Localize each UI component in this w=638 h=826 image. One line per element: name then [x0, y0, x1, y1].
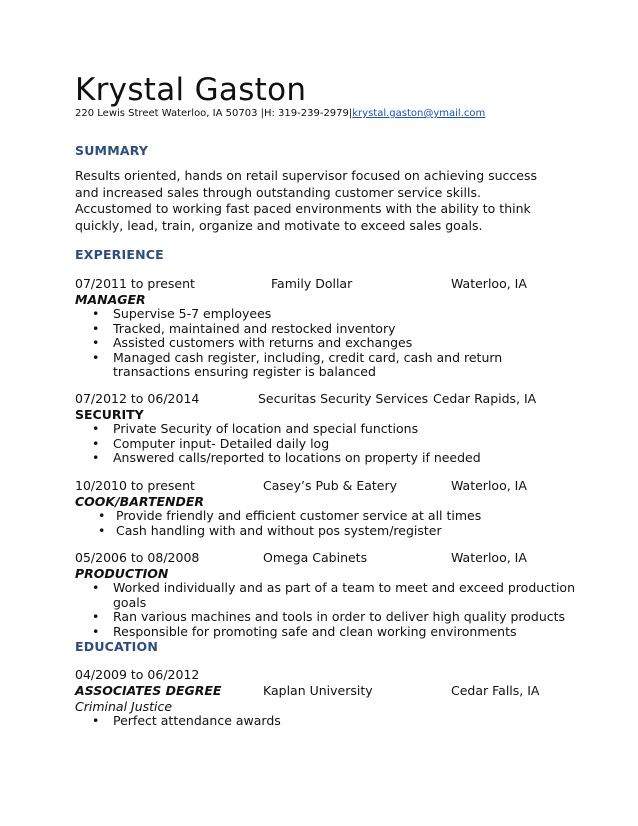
email-link[interactable]: krystal.gaston@ymail.com [352, 108, 486, 119]
job-bullet: • Cash handling with and without pos system/register [75, 524, 575, 539]
job-dates: 07/2011 to present [75, 276, 195, 291]
job-dates: 05/2006 to 08/2008 [75, 550, 200, 565]
job-company: Omega Cabinets [263, 550, 368, 565]
education-bullets [75, 714, 575, 729]
job-location: Waterloo, IA [451, 276, 527, 291]
education-entry [75, 667, 575, 729]
job-bullet: • Ran various machines and tools in order to deliver high quality products [75, 610, 575, 625]
job-location: Cedar Rapids, IA [433, 391, 537, 406]
job-entry [75, 550, 575, 639]
degree-name: ASSOCIATES DEGREE [75, 683, 222, 698]
job-bullet: • Private Security of location and special functions [75, 422, 575, 437]
job-entry [75, 391, 575, 466]
job-location: Waterloo, IA [451, 550, 527, 565]
job-bullets [75, 422, 575, 466]
job-bullets [75, 581, 575, 639]
job-bullet: • Computer input- Detailed daily log [75, 437, 575, 452]
job-bullets [75, 307, 575, 380]
education-heading: EDUCATION [75, 639, 159, 654]
experience-heading: EXPERIENCE [75, 247, 164, 262]
summary-text: Results oriented, hands on retail supervisor focused on achieving success and increased sales through outstanding customer service skills. Accustomed to working fast paced environments with the ability to think quickly, lead, train, organize and motivate to exceed sales goals. [75, 168, 538, 233]
job-title: SECURITY [75, 407, 144, 422]
job-company: Securitas Security Services [258, 391, 429, 406]
field-of-study: Criminal Justice [75, 699, 173, 714]
job-bullet: • Supervise 5-7 employees [75, 307, 575, 322]
job-bullet: • Worked individually and as part of a team to meet and exceed production goals [75, 581, 575, 610]
education-bullet: • Perfect attendance awards [75, 714, 575, 729]
job-dates: 10/2010 to present [75, 478, 195, 493]
job-entry [75, 478, 575, 538]
job-company: Family Dollar [271, 276, 353, 291]
education-dates: 04/2009 to 06/2012 [75, 667, 200, 682]
job-bullet: • Responsible for promoting safe and clean working environments [75, 625, 575, 640]
summary-heading: SUMMARY [75, 143, 149, 158]
job-bullet: • Tracked, maintained and restocked inventory [75, 322, 575, 337]
job-location: Waterloo, IA [451, 478, 527, 493]
job-title: MANAGER [75, 292, 146, 307]
contact-details: 220 Lewis Street Waterloo, IA 50703 |H: 319-239-2979| [75, 108, 353, 119]
job-bullet: • Answered calls/reported to locations on property if needed [75, 451, 575, 466]
job-title: COOK/BARTENDER [75, 494, 205, 509]
job-bullet: • Assisted customers with returns and exchanges [75, 336, 575, 351]
contact-line [75, 108, 485, 119]
job-title: PRODUCTION [75, 566, 169, 581]
job-bullets [75, 509, 575, 538]
job-bullet: • Managed cash register, including, credit card, cash and return transactions ensuring register is balanced [75, 351, 575, 380]
candidate-name: Krystal Gaston [75, 72, 307, 108]
job-company: Casey’s Pub & Eatery [263, 478, 398, 493]
job-entry [75, 276, 575, 380]
job-dates: 07/2012 to 06/2014 [75, 391, 200, 406]
school-location: Cedar Falls, IA [451, 683, 540, 698]
job-bullet: • Provide friendly and efficient customer service at all times [75, 509, 575, 524]
school-name: Kaplan University [263, 683, 373, 698]
